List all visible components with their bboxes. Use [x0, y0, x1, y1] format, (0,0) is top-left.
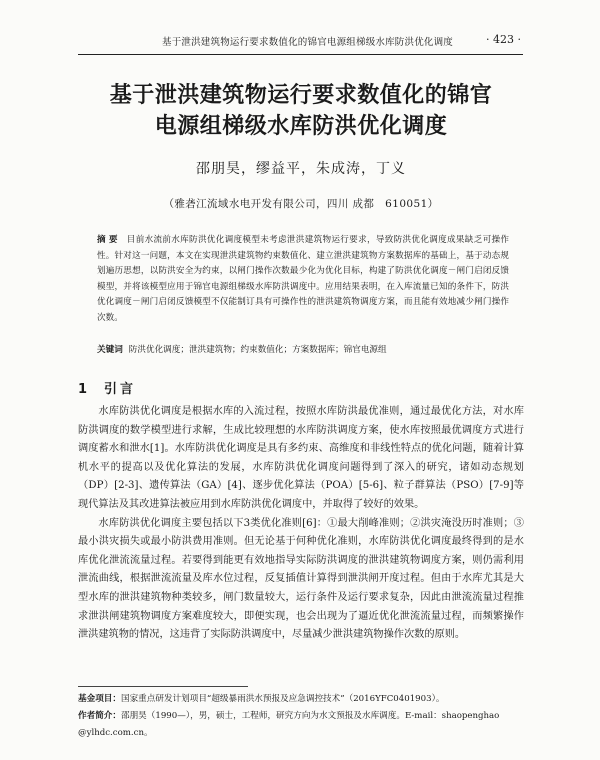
section-number: 1: [78, 382, 91, 397]
section-title: 引言: [104, 382, 137, 397]
fund-label: 基金项目：: [78, 694, 121, 704]
footnotes: [78, 691, 524, 742]
author-bio-label: 作者简介：: [78, 711, 121, 721]
body-text: [78, 403, 524, 645]
paper-title: [60, 80, 542, 142]
page-number: · 423 ·: [486, 33, 521, 46]
abstract-label: 摘要: [97, 235, 121, 245]
author-bio-text: 邵朋昊（1990—），男，硕士，工程师，研究方向为水文预报及水库调度。E-mail：shaopenghao: [120, 711, 500, 721]
footnote-fund: [78, 691, 524, 708]
running-header-title: 基于泄洪建筑物运行要求数值化的锦官电源组梯级水库防洪优化调度: [162, 37, 454, 48]
author-email-continuation: @ylhdc.com.cn。: [78, 728, 153, 738]
authors: 邵朋昊，缪益平，朱成涛，丁义: [196, 161, 406, 177]
keywords-label: 关键词: [97, 345, 123, 355]
footnote-author: [78, 708, 524, 725]
running-header: [78, 30, 523, 55]
section-heading: [78, 378, 136, 397]
affiliation: （雅砻江流域水电开发有限公司，四川 成都 610051）: [163, 198, 439, 210]
abstract-text: 目前水流前水库防洪优化调度模型未考虑泄洪建筑物运行要求，导致防洪优化调度成果缺乏可操作性。针对这一问题，本文在实现泄洪建筑物约束数值化、建立泄洪建筑物方案数据库的基础上，基于动态规划遍历思想，以防洪安全为约束，以闸门操作次数最少化为优化目标，构建了防洪优化调度－闸门启闭反馈模型，并将该模型应用于锦官电源组梯级水库防洪调度中。应用结果表明，在入库流量已知的条件下，防洪优化调度－闸门启闭反馈模型不仅能制订具有可操作性的泄洪建筑物调度方案，而且能有效地减少闸门操作次数。: [97, 235, 509, 323]
paper-title-line-2: 电源组梯级水库防洪优化调度: [154, 114, 448, 139]
body-paragraph-1: 水库防洪优化调度是根据水库的入流过程，按照水库防洪最优准则，通过最优化方法，对水库防洪调度的数学模型进行求解，生成比较理想的水库防洪调度方案，使水库按照最优调度方式进行调度蓄水和泄水[1]。水库防洪优化调度是具有多约束、高维度和非线性特点的优化问题，随着计算机水平的提高以及优化算法的发展，水库防洪优化调度问题得到了深入的研究，诸如动态规划（DP）[2-3]、遗传算法（GA）[4]、逐步优化算法（POA）[5-6]、粒子群算法（PSO）[7-9]等现代算法及其改进算法被应用到水库防洪优化调度中，并取得了较好的效果。: [78, 406, 524, 510]
abstract: [97, 233, 509, 327]
footnote-rule: [78, 686, 248, 687]
keywords: [97, 343, 509, 358]
paper-title-line-1: 基于泄洪建筑物运行要求数值化的锦官: [109, 83, 493, 108]
fund-text: 国家重点研发计划项目“超级暴雨洪水预报及应急调控技术”（2016YFC0401903）。: [120, 694, 445, 704]
keywords-text: 防洪优化调度；泄洪建筑物；约束数值化；方案数据库；锦官电源组: [128, 345, 387, 355]
body-paragraph-2: 水库防洪优化调度主要包括以下3类优化准则[6]：①最大削峰准则；②洪灾淹没历时准则；③最小洪灾损失或最小防洪费用准则。但无论基于何种优化准则，水库防洪优化调度最终得到的是水库优化泄流流量过程。若要得到能更有效地指导实际防洪调度的泄洪建筑物调度方案，则仍需利用泄流曲线，根据泄流流量及库水位过程，反复插值计算得到泄洪闸开度过程。但由于水库尤其是大型水库的泄洪建筑物种类较多，闸门数量较大，运行条件及运行要求复杂，因此由泄流流量过程推求泄洪闸建筑物调度方案难度较大，即便实现，也会出现为了逼近优化泄流流量过程，而频繁操作泄洪建筑物的情况，这违背了实际防洪调度中，尽量减少泄洪建筑物操作次数的原则。: [78, 517, 524, 641]
